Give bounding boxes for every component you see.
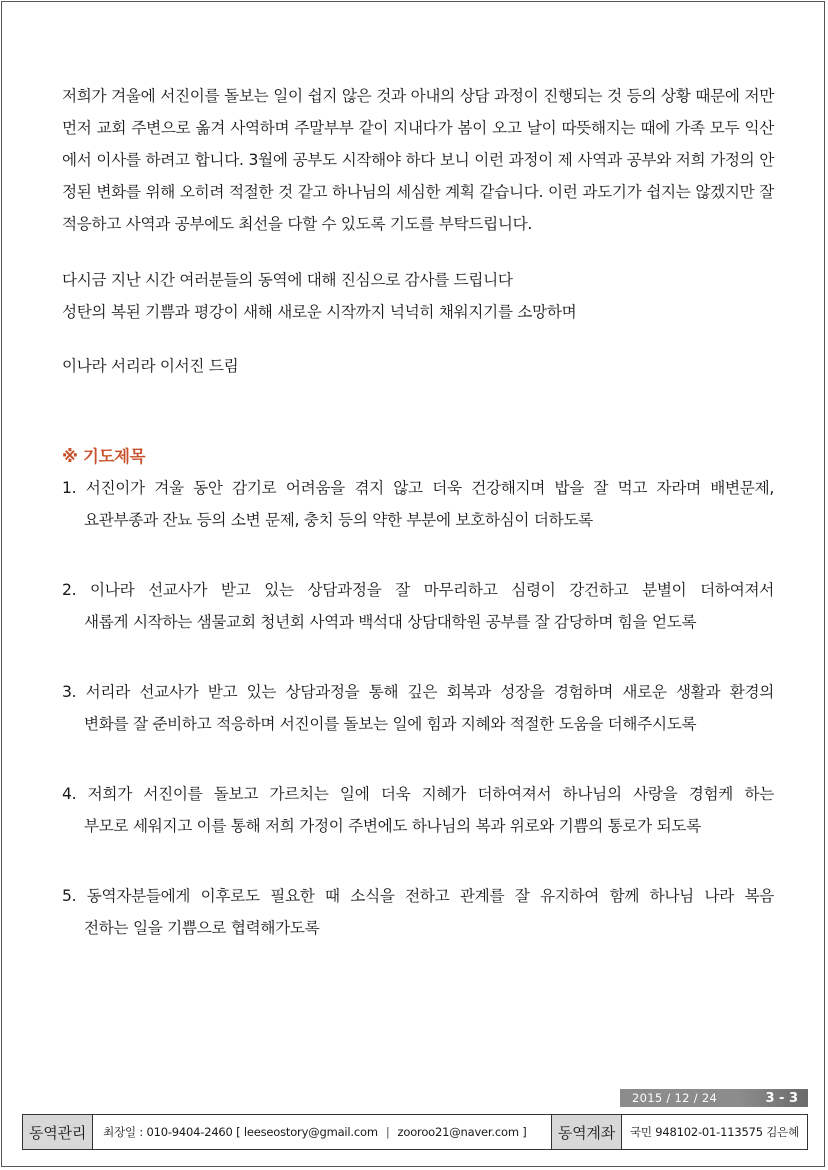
letter-date: 2015 / 12 / 24: [632, 1091, 718, 1105]
prayer-item-line: 요관부종과 잔뇨 등의 소변 문제, 충치 등의 약한 부분에 보호하심이 더하도록: [84, 511, 593, 529]
contact-email-secondary: zooroo21@naver.com ]: [397, 1125, 527, 1139]
contact-info: [93, 1115, 551, 1149]
prayer-item-line: 부모로 세워지고 이를 통해 저희 가정이 주변에도 하나님의 복과 위로와 기쁨의 통로가 되도록: [84, 817, 701, 835]
prayer-list: [62, 472, 774, 944]
prayer-item: [62, 778, 774, 842]
thanks-line: 성탄의 복된 기쁨과 평강이 새해 새로운 시작까지 넉넉히 채워지기를 소망하며: [62, 303, 577, 321]
separator: |: [385, 1125, 390, 1139]
footer: [22, 1114, 808, 1150]
prayer-item-line: 5. 동역자분들에게 이후로도 필요한 때 소식을 전하고 관계를 잘 유지하여 함께 하나님 나라 복음: [62, 887, 774, 905]
prayer-item: [62, 676, 774, 740]
prayer-item-line: 전하는 일을 기쁨으로 협력해가도록: [84, 919, 320, 937]
letter-body: [62, 80, 774, 982]
signature: 이나라 서리라 이서진 드림: [62, 357, 239, 375]
date-bar: [620, 1089, 808, 1107]
prayer-item-line: 3. 서리라 선교사가 받고 있는 상담과정을 통해 깊은 회복과 성장을 경험하며 새로운 생활과 환경의: [62, 683, 774, 701]
prayer-item: [62, 574, 774, 638]
prayer-item: [62, 880, 774, 944]
account-info: 국민 948102-01-113575 김은혜: [630, 1125, 799, 1139]
prayer-item-line: 변화를 잘 준비하고 적응하며 서진이를 돌보는 일에 힘과 지혜와 적절한 도움을 더해주시도록: [84, 715, 697, 733]
prayer-item-line: 새롭게 시작하는 샘물교회 청년회 사역과 백석대 상담대학원 공부를 잘 감당하며 힘을 얻도록: [84, 613, 697, 631]
contact-label: 동역관리: [23, 1115, 93, 1149]
prayer-heading: ※ 기도제목: [62, 447, 146, 466]
prayer-item-line: 4. 저희가 서진이를 돌보고 가르치는 일에 더욱 지혜가 더하여져서 하나님의 사랑을 경험케 하는: [62, 785, 774, 803]
prayer-item: [62, 472, 774, 536]
prayer-item-line: 1. 서진이가 겨울 동안 감기로 어려움을 겪지 않고 더욱 건강해지며 밥을 잘 먹고 자라며 배변문제,: [62, 479, 774, 497]
account-label: 동역계좌: [551, 1115, 622, 1149]
thanks-line: 다시금 지난 시간 여러분들의 동역에 대해 진심으로 감사를 드립니다: [62, 271, 513, 289]
prayer-item-line: 2. 이나라 선교사가 받고 있는 상담과정을 잘 마무리하고 심령이 강건하고 분별이 더하여져서: [62, 581, 774, 599]
page-number: 3 - 3: [740, 1089, 808, 1107]
letter-paragraph: 저희가 겨울에 서진이를 돌보는 일이 쉽지 않은 것과 아내의 상담 과정이 진행되는 것 등의 상황 때문에 저만 먼저 교회 주변으로 옮겨 사역하며 주말부부 같이 지내다가 봄이 오고 날이 따뜻해지는 때에 가족 모두 익산에서 이사를 하려고 합니다. 3월에 공부도 시작해야 하다 보니 이런 과정이 제 사역과 공부와 저희 가정의 안정된 변화를 위해 오히려 적절한 것 같고 하나님의 세심한 계획 같습니다. 이런 과도기가 쉽지는 않겠지만 잘 적응하고 사역과 공부에도 최선을 다할 수 있도록 기도를 부탁드립니다.: [62, 87, 774, 233]
contact-phone-email: 최장일 : 010-9404-2460 [ leeseostory@gmail.com: [103, 1125, 378, 1139]
